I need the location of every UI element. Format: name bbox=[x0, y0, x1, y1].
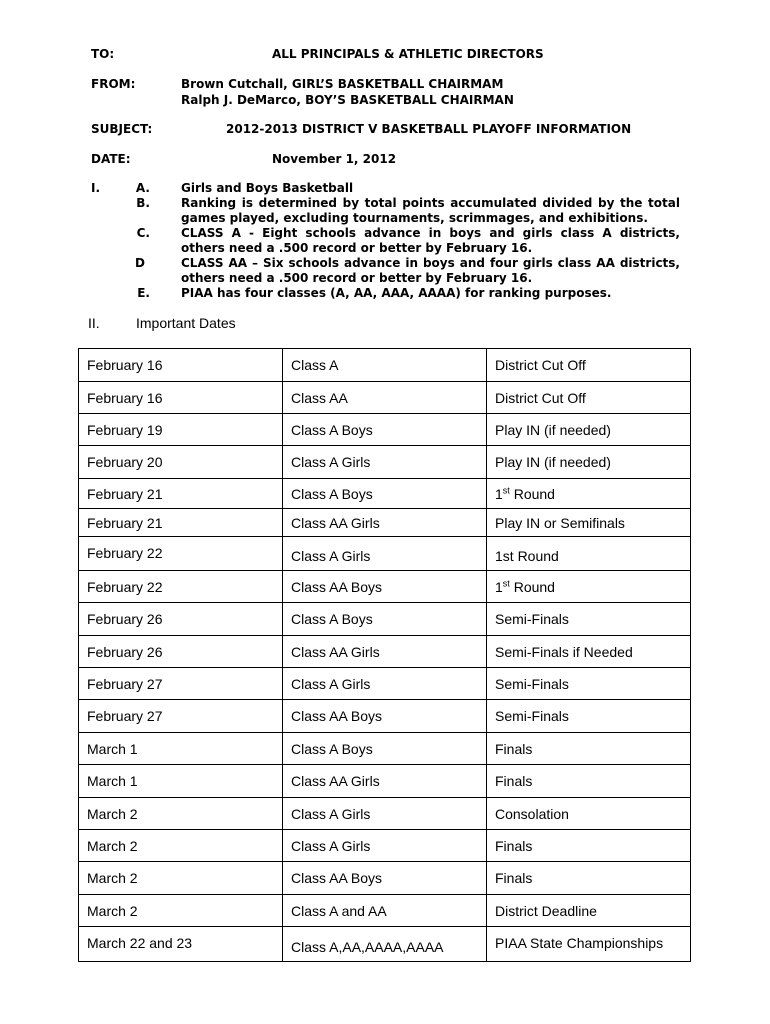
class-cell: Class A,AA,AAAA,AAAA bbox=[283, 927, 487, 962]
class-cell: Class A Girls bbox=[283, 446, 487, 479]
class-cell: Class A Boys bbox=[283, 603, 487, 636]
date-cell: February 20 bbox=[79, 446, 283, 479]
date-cell: February 21 bbox=[79, 509, 283, 537]
date-cell: February 16 bbox=[79, 349, 283, 382]
to-label: TO: bbox=[91, 47, 115, 61]
date-cell: March 1 bbox=[79, 765, 283, 798]
from-line-1: Brown Cutchall, GIRL’S BASKETBALL CHAIRMAM bbox=[181, 77, 504, 91]
table-row bbox=[79, 414, 691, 446]
event-cell: Finals bbox=[487, 765, 691, 798]
date-cell: February 22 bbox=[79, 571, 283, 603]
table-row bbox=[79, 862, 691, 895]
table-row bbox=[79, 700, 691, 733]
event-ordinal-suffix: st bbox=[502, 484, 510, 495]
date-cell: March 2 bbox=[79, 830, 283, 862]
event-cell: Finals bbox=[487, 862, 691, 895]
date-cell: February 16 bbox=[79, 382, 283, 414]
event-cell: 1st Round bbox=[487, 537, 691, 571]
table-row bbox=[79, 479, 691, 509]
date-label: DATE: bbox=[91, 152, 131, 166]
date-cell: February 19 bbox=[79, 414, 283, 446]
to-value: ALL PRINCIPALS & ATHLETIC DIRECTORS bbox=[272, 47, 544, 61]
class-cell: Class A Girls bbox=[283, 537, 487, 571]
class-cell: Class A Girls bbox=[283, 830, 487, 862]
class-cell: Class A Boys bbox=[283, 479, 487, 509]
date-value: November 1, 2012 bbox=[272, 152, 397, 166]
item-letter-d: D bbox=[135, 256, 145, 270]
table-row bbox=[79, 571, 691, 603]
date-cell: February 27 bbox=[79, 700, 283, 733]
table-row bbox=[79, 765, 691, 798]
date-cell: March 2 bbox=[79, 895, 283, 927]
event-cell: Finals bbox=[487, 830, 691, 862]
item-text-a: Girls and Boys Basketball bbox=[181, 181, 354, 195]
subject-label: SUBJECT: bbox=[91, 122, 153, 136]
table-row bbox=[79, 668, 691, 700]
event-text: Round bbox=[509, 578, 555, 595]
event-ordinal-number: 1 bbox=[495, 485, 503, 502]
class-cell: Class AA Girls bbox=[283, 509, 487, 537]
event-cell: Semi-Finals bbox=[487, 603, 691, 636]
event-cell: District Cut Off bbox=[487, 382, 691, 414]
item-letter-a: A. bbox=[135, 181, 150, 195]
item-text-e: PIAA has four classes (A, AA, AAA, AAAA) for ranking purposes. bbox=[181, 286, 612, 300]
event-text: Round bbox=[509, 485, 555, 502]
item-text-b: Ranking is determined by total points accumulated divided by the total games played, excluding tournaments, scrimmages, and exhibitions. bbox=[181, 196, 680, 225]
date-cell: March 2 bbox=[79, 862, 283, 895]
class-cell: Class A Girls bbox=[283, 798, 487, 830]
class-cell: Class AA Boys bbox=[283, 862, 487, 895]
class-cell: Class A Boys bbox=[283, 733, 487, 765]
date-cell: March 2 bbox=[79, 798, 283, 830]
table-row bbox=[79, 509, 691, 537]
date-cell: February 21 bbox=[79, 479, 283, 509]
date-cell: March 1 bbox=[79, 733, 283, 765]
event-cell bbox=[487, 479, 691, 509]
class-cell: Class AA Girls bbox=[283, 765, 487, 798]
class-cell: Class A and AA bbox=[283, 895, 487, 927]
table-row bbox=[79, 733, 691, 765]
event-ordinal-number: 1 bbox=[495, 578, 503, 595]
class-cell: Class AA Girls bbox=[283, 636, 487, 668]
table-row bbox=[79, 349, 691, 382]
item-letter-e: E. bbox=[137, 286, 150, 300]
event-cell: District Cut Off bbox=[487, 349, 691, 382]
table-row bbox=[79, 830, 691, 862]
table-row bbox=[79, 446, 691, 479]
table-row bbox=[79, 895, 691, 927]
table-row bbox=[79, 798, 691, 830]
event-cell: Play IN (if needed) bbox=[487, 446, 691, 479]
important-dates-table bbox=[78, 348, 691, 962]
item-text-d: CLASS AA – Six schools advance in boys and four girls class AA districts, others need a .500 record or better by February 16. bbox=[181, 256, 680, 285]
table-row bbox=[79, 927, 691, 962]
event-cell: Play IN or Semifinals bbox=[487, 509, 691, 537]
table-row bbox=[79, 537, 691, 571]
section-2-title: Important Dates bbox=[136, 315, 236, 331]
class-cell: Class AA Boys bbox=[283, 571, 487, 603]
event-cell: Consolation bbox=[487, 798, 691, 830]
event-ordinal-suffix: st bbox=[502, 577, 510, 588]
date-cell: March 22 and 23 bbox=[79, 927, 283, 962]
date-cell: February 26 bbox=[79, 603, 283, 636]
from-line-2: Ralph J. DeMarco, BOY’S BASKETBALL CHAIRMAN bbox=[181, 93, 514, 107]
section-1-number: I. bbox=[91, 181, 101, 195]
event-cell: Semi-Finals bbox=[487, 700, 691, 733]
table-row bbox=[79, 382, 691, 414]
class-cell: Class A Boys bbox=[283, 414, 487, 446]
table-row bbox=[79, 636, 691, 668]
event-cell: Semi-Finals if Needed bbox=[487, 636, 691, 668]
class-cell: Class AA Boys bbox=[283, 700, 487, 733]
item-letter-c: C. bbox=[136, 226, 150, 240]
subject-value: 2012-2013 DISTRICT V BASKETBALL PLAYOFF INFORMATION bbox=[226, 122, 632, 136]
event-cell: Semi-Finals bbox=[487, 668, 691, 700]
item-letter-b: B. bbox=[136, 196, 150, 210]
date-cell: February 27 bbox=[79, 668, 283, 700]
table-row bbox=[79, 603, 691, 636]
item-text-c: CLASS A - Eight schools advance in boys and girls class A districts, others need a .500 record or better by February 16. bbox=[181, 226, 680, 255]
class-cell: Class A bbox=[283, 349, 487, 382]
section-2-number: II. bbox=[88, 315, 100, 331]
event-cell bbox=[487, 571, 691, 603]
event-cell: Finals bbox=[487, 733, 691, 765]
class-cell: Class A Girls bbox=[283, 668, 487, 700]
event-cell: PIAA State Championships bbox=[487, 927, 691, 962]
event-cell: District Deadline bbox=[487, 895, 691, 927]
from-label: FROM: bbox=[91, 77, 136, 91]
class-cell: Class AA bbox=[283, 382, 487, 414]
event-cell: Play IN (if needed) bbox=[487, 414, 691, 446]
date-cell: February 26 bbox=[79, 636, 283, 668]
date-cell: February 22 bbox=[79, 537, 283, 571]
